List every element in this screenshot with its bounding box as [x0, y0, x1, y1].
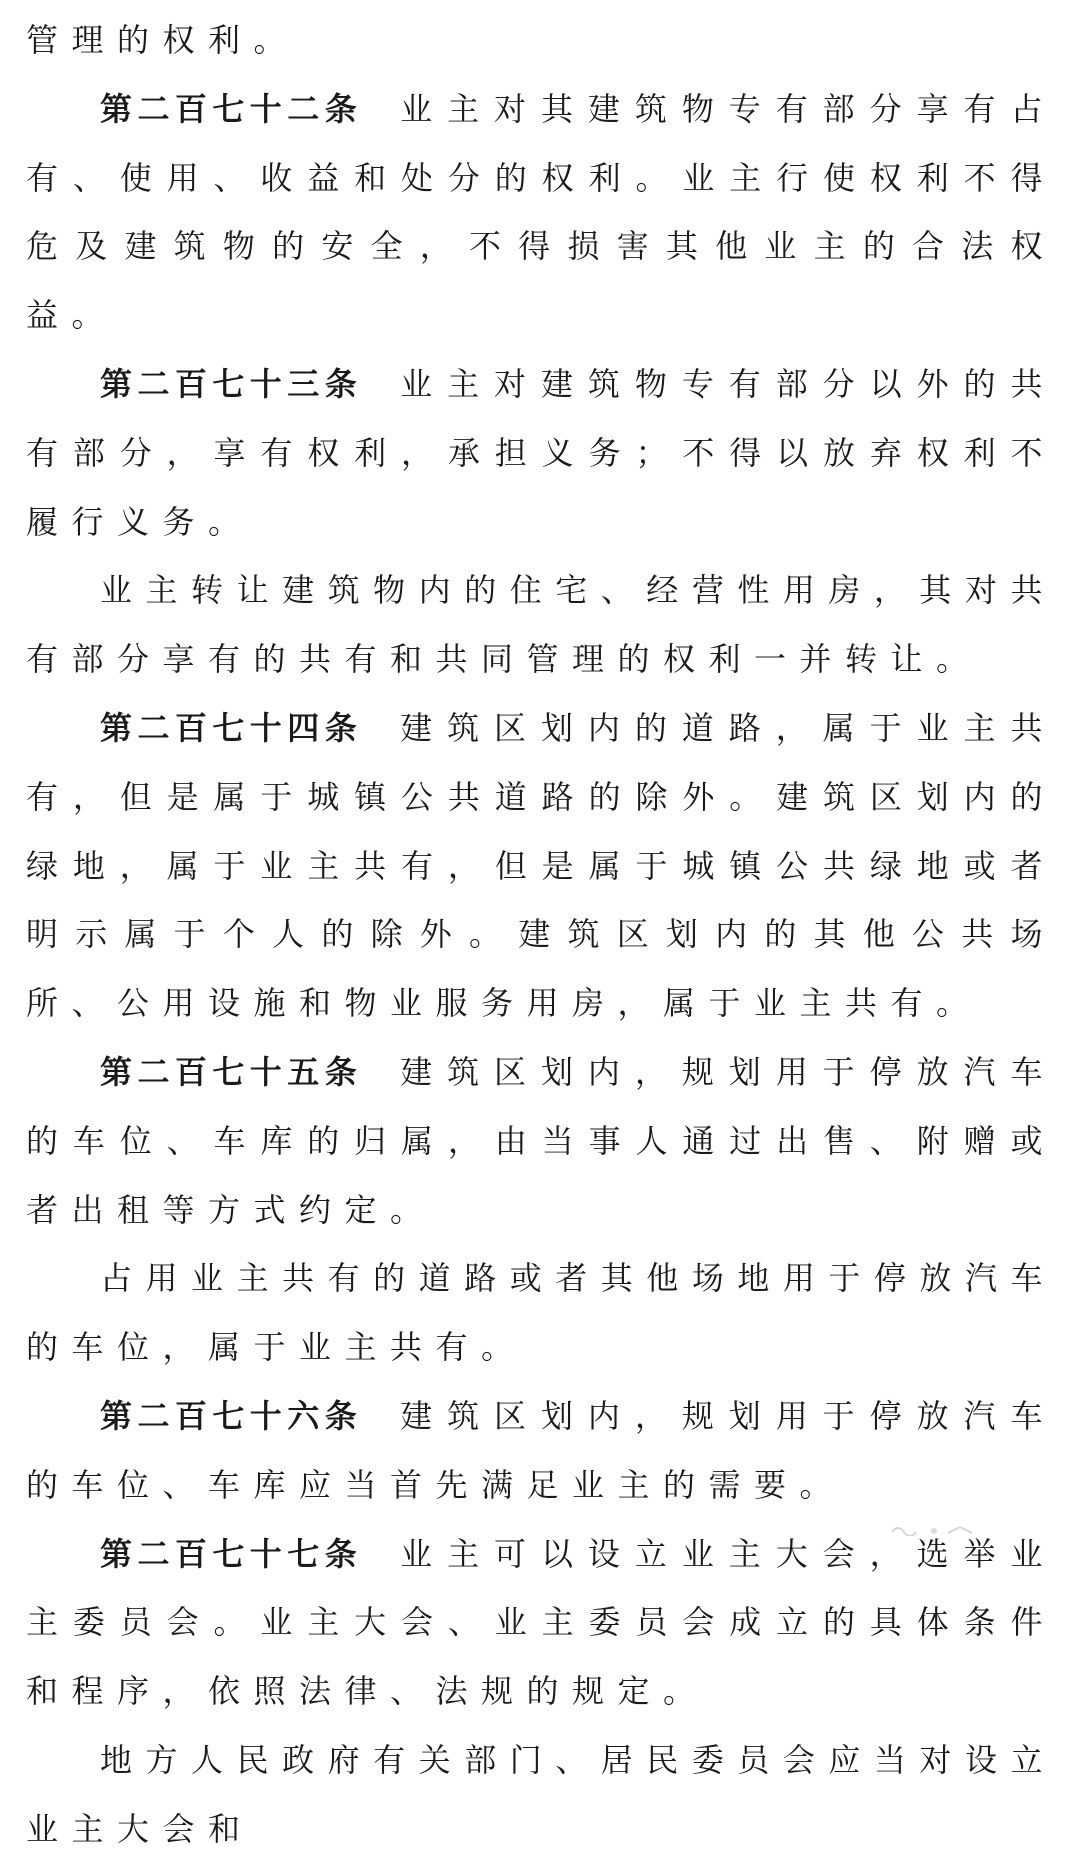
article-277: [26, 1520, 1056, 1726]
article-275-paragraph-2: [26, 1244, 1056, 1382]
paragraph-text: 占用业主共有的道路或者其他场地用于停放汽车的车位，属于业主共有。: [26, 1259, 1056, 1367]
article-number: 第二百七十三条: [100, 364, 363, 403]
article-276: [26, 1382, 1056, 1520]
article-text: 建筑区划内的道路，属于业主共有，但是属于城镇公共道路的除外。建筑区划内的绿地，属于业主共有，但是属于城镇公共绿地或者明示属于个人的除外。建筑区划内的其他公共场所、公用设施和物业服务用房，属于业主共有。: [26, 708, 1056, 1023]
article-text: 业主对建筑物专有部分以外的共有部分，享有权利，承担义务；不得以放弃权利不履行义务。: [26, 364, 1056, 541]
paragraph-text: 管理的权利。: [26, 21, 300, 59]
document-page: [26, 6, 1056, 1864]
article-number: 第二百七十四条: [100, 708, 363, 747]
article-273-paragraph-2: [26, 556, 1056, 694]
article-text: 业主对其建筑物专有部分享有占有、使用、收益和处分的权利。业主行使权利不得危及建筑物的安全，不得损害其他业主的合法权益。: [26, 89, 1056, 335]
paragraph-text: 业主转让建筑物内的住宅、经营性用房，其对共有部分享有的共有和共同管理的权利一并转让。: [26, 571, 1056, 679]
article-text: 建筑区划内，规划用于停放汽车的车位、车库的归属，由当事人通过出售、附赠或者出租等方式约定。: [26, 1052, 1056, 1229]
article-number: 第二百七十五条: [100, 1052, 363, 1091]
watermark-mark: [888, 1522, 988, 1536]
article-273: [26, 350, 1056, 556]
article-number: 第二百七十六条: [100, 1396, 363, 1435]
article-text: 业主可以设立业主大会，选举业主委员会。业主大会、业主委员会成立的具体条件和程序，依照法律、法规的规定。: [26, 1534, 1056, 1711]
article-272: [26, 75, 1056, 350]
article-number: 第二百七十七条: [100, 1534, 363, 1573]
paragraph-continuation: [26, 6, 1056, 75]
article-text: 建筑区划内，规划用于停放汽车的车位、车库应当首先满足业主的需要。: [26, 1396, 1056, 1504]
article-277-paragraph-2: [26, 1726, 1056, 1864]
article-274: [26, 694, 1056, 1038]
article-275: [26, 1038, 1056, 1244]
paragraph-text: 地方人民政府有关部门、居民委员会应当对设立业主大会和: [26, 1740, 1056, 1848]
article-number: 第二百七十二条: [100, 89, 363, 128]
